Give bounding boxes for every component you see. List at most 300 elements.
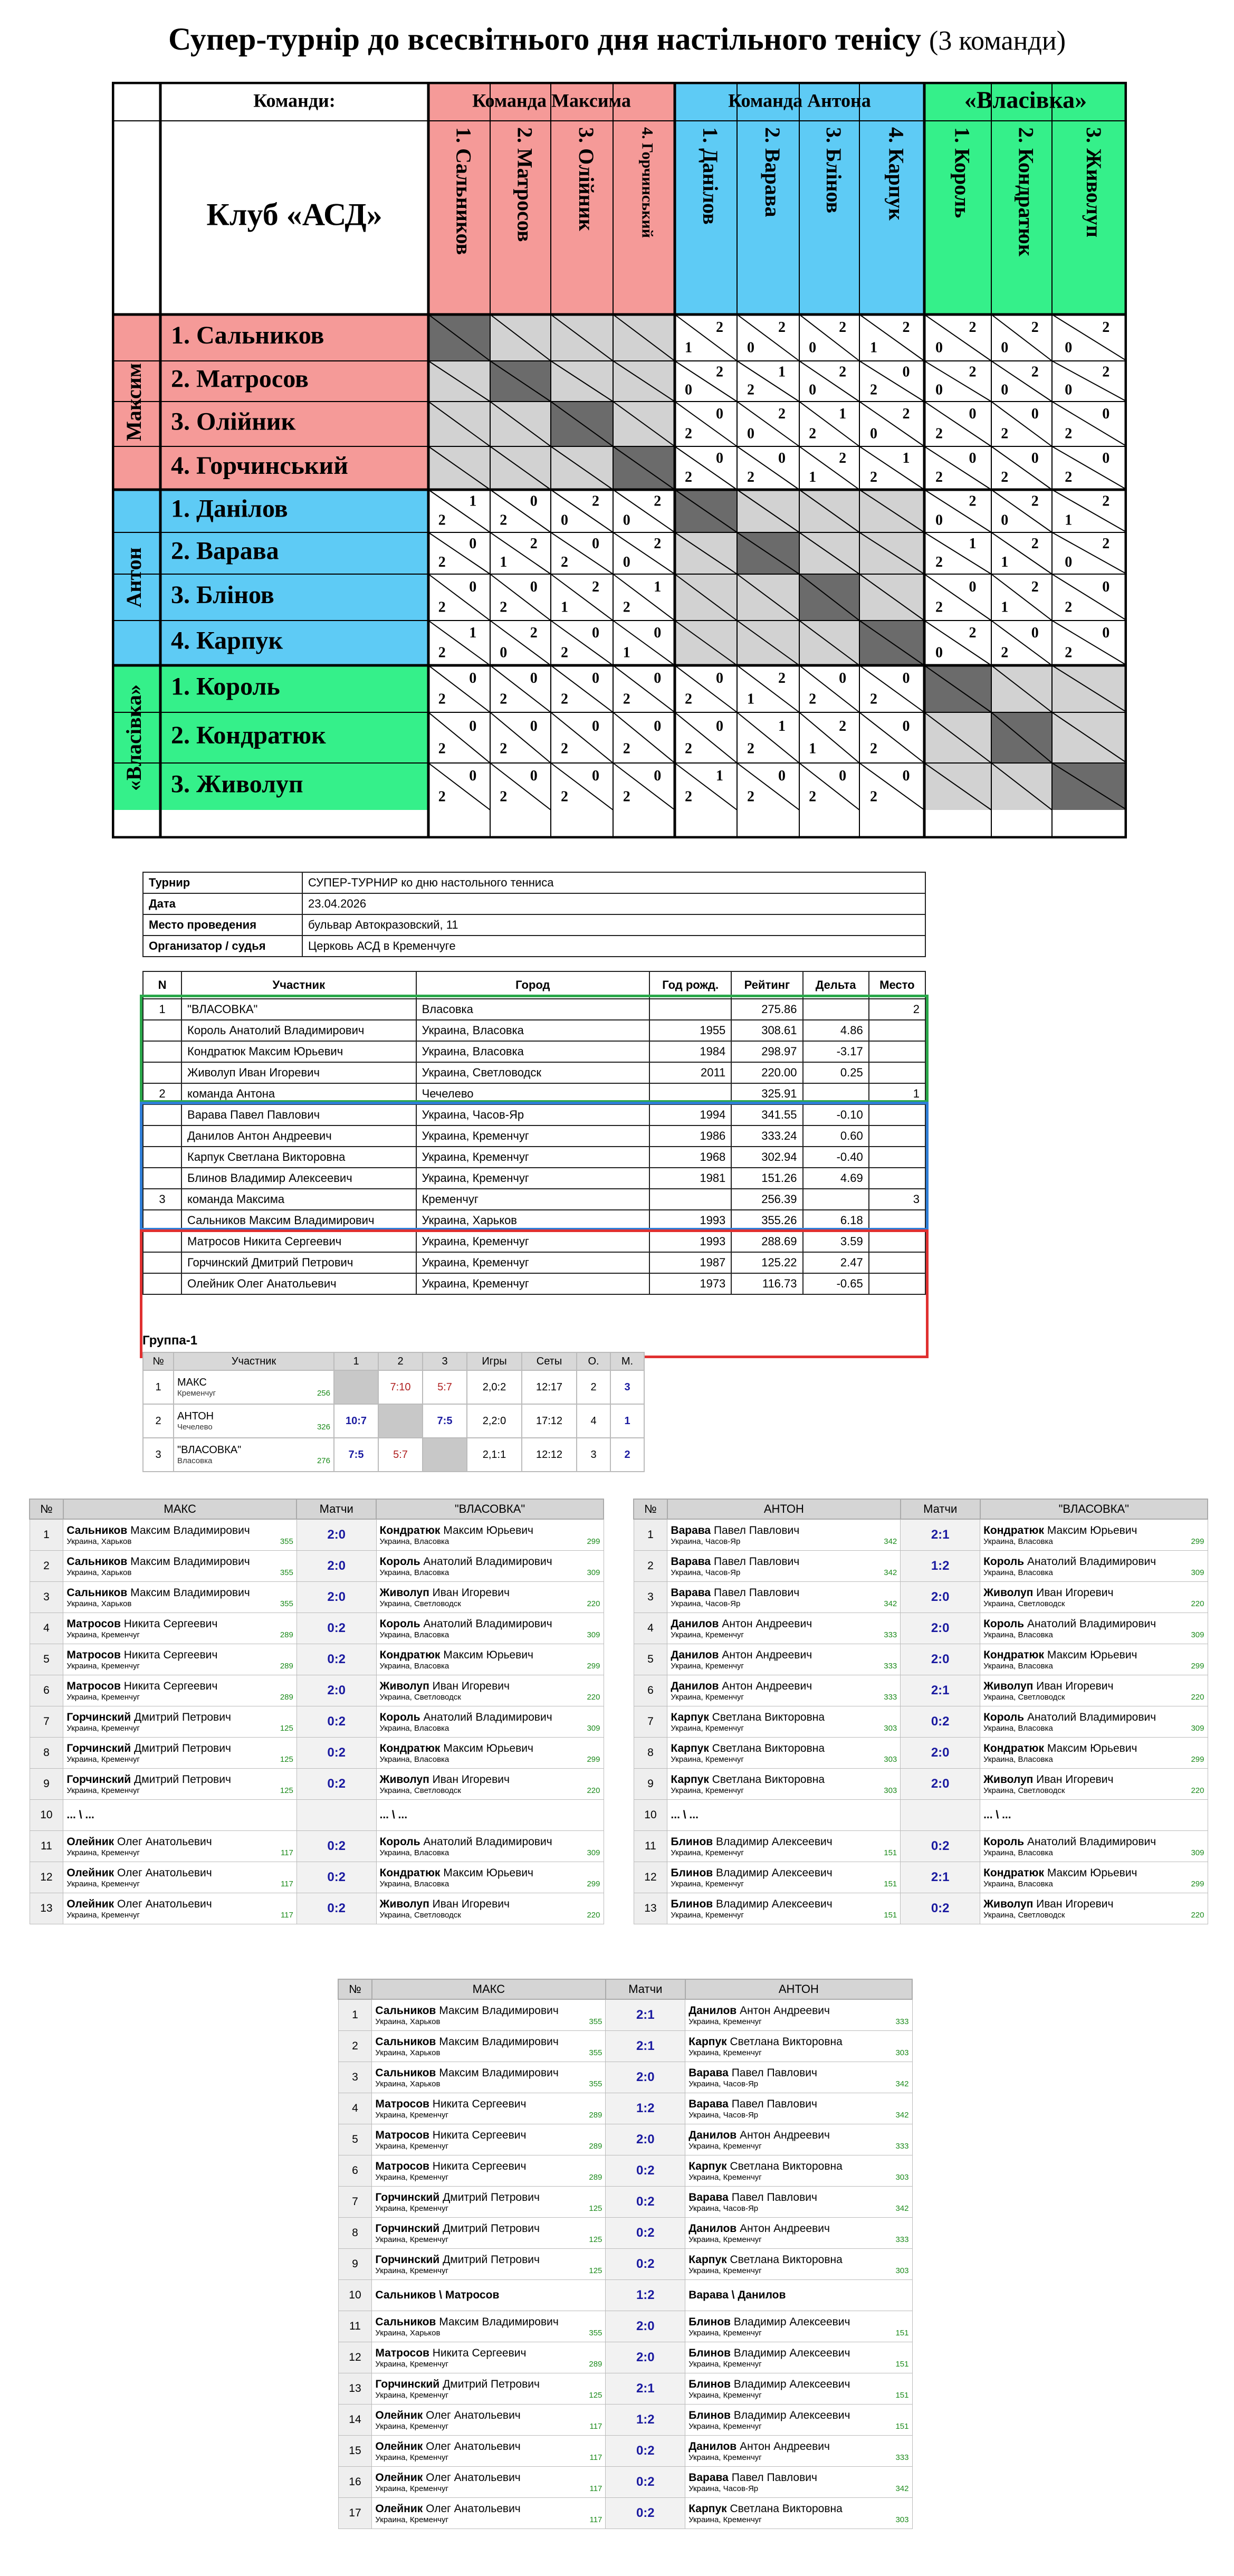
player-given: Максим Юрьевич [443,1866,533,1879]
score-value: 1 [654,578,662,595]
player-rating: 303 [895,2048,909,2057]
participant-cell: 302.94 [731,1147,802,1168]
match-row [634,1769,1208,1800]
match-player [685,2124,912,2155]
player-city: Украина, Кременчуг [671,1848,744,1857]
match-player [685,2373,912,2405]
match-score: 1:2 [606,2280,685,2311]
group-col-header: № [143,1352,174,1370]
participant-cell: Украина, Кременчуг [416,1252,649,1273]
match-player [376,1675,604,1706]
player-given: Максим Юрьевич [1047,1524,1137,1537]
score-value: 0 [530,718,538,735]
match-score: 0:2 [606,2467,685,2498]
match-num: 2 [634,1551,667,1582]
score-value: 0 [591,718,599,735]
match-player [685,2218,912,2249]
player-given: Анатолий Владимирович [1027,1617,1156,1630]
score-value: 2 [530,624,538,641]
match-col-header: № [30,1499,63,1519]
player-given: Антон Андреевич [740,2129,830,2141]
match-player [63,1582,296,1613]
participant-cell: 341.55 [731,1104,802,1125]
team-side-label: Антон [122,547,146,608]
score-value: 2 [438,512,446,529]
player-rating: 299 [587,1661,600,1671]
participants-table [142,971,926,1295]
match-score: 2:0 [901,1738,980,1769]
score-value: 2 [778,319,786,336]
player-rating: 151 [884,1848,897,1857]
player-given: Никита Сергеевич [432,2160,527,2172]
participant-cell: 0.60 [803,1125,869,1147]
team-city: Кременчуг [177,1389,216,1398]
player-surname: Данилов [688,2222,737,2235]
participant-cell: 333.24 [731,1125,802,1147]
score-value: 0 [654,670,662,687]
match-row [30,1551,604,1582]
player-rating: 151 [895,2390,909,2400]
match-num: 1 [338,1999,372,2031]
match-num: 11 [30,1831,63,1862]
player-rating: 117 [589,2515,602,2524]
match-score: 0:2 [296,1831,376,1862]
group-pts: 4 [590,1415,597,1427]
player-city: Украина, Часов-Яр [671,1537,741,1546]
player-rating: 333 [884,1630,897,1639]
player-given: Олег Анатольевич [117,1866,212,1879]
match-num: 5 [338,2124,372,2155]
vertical-player-name: 4. Карпук [884,127,908,221]
player-given: Анатолий Владимирович [1027,1835,1156,1848]
group-place-cell [610,1438,644,1472]
score-value: 0 [469,536,477,552]
participants-col-header: Дельта [803,971,869,999]
score-value: 0 [530,578,538,595]
cross-table-svg [112,82,1127,838]
match-row [338,2093,912,2124]
match-score: 0:2 [606,2187,685,2218]
match-score: 0:2 [296,1613,376,1644]
match-player [667,1893,901,1924]
player-surname: Карпук [671,1742,709,1754]
score-value: 2 [684,425,692,442]
match-col-header: АНТОН [667,1499,901,1519]
player-city: Украина, Кременчуг [375,2453,449,2462]
score-value: 2 [1031,364,1039,380]
player-rating: 303 [895,2266,909,2275]
match-player [372,2124,606,2155]
player-given: Анатолий Владимирович [423,1617,552,1630]
player-surname: Кондратюк [983,1742,1044,1754]
participant-cell: 1 [143,999,181,1020]
player-city: Украина, Часов-Яр [688,2110,759,2120]
match-player [372,2467,606,2498]
player-rating: 333 [895,2141,909,2151]
match-score: 2:0 [901,1582,980,1613]
player-surname: Матросов [375,2346,429,2359]
player-rating: 355 [280,1568,293,1577]
player-rating: 342 [895,2110,909,2120]
player-given: Павел Павлович [731,2191,817,2203]
player-city: Украина, Часов-Яр [671,1568,741,1577]
participant-cell: Украина, Светловодск [416,1062,649,1083]
match-row [338,2467,912,2498]
participant-cell: Олейник Олег Анатольевич [181,1273,416,1294]
player-given: Максим Юрьевич [443,1648,533,1661]
score-value: 0 [1001,381,1009,398]
score-value: 2 [1102,493,1110,510]
match-num: 5 [30,1644,63,1675]
player-city: Украина, Власовка [983,1848,1053,1857]
player-surname: Король [983,1555,1025,1568]
match-player [667,1738,901,1769]
match-num: 3 [634,1582,667,1613]
match-player [685,2498,912,2529]
score-value: 1 [902,450,910,467]
vertical-player-name: 1. Сальников [452,127,476,255]
player-city: Украина, Кременчуг [688,2048,762,2057]
group-col-header: Игры [467,1352,522,1370]
score-value: 0 [935,512,943,529]
match-row [634,1519,1208,1551]
participants-col-header: N [143,971,181,999]
corner-label: Команди: [253,90,336,111]
player-rating: 151 [895,2359,909,2369]
participant-cell [143,1210,181,1231]
match-num: 10 [30,1800,63,1831]
match-score: 0:2 [901,1831,980,1862]
match-score: 2:0 [296,1551,376,1582]
player-city: Украина, Власовка [379,1723,449,1733]
score-value: 0 [1001,339,1009,356]
player-surname: Олейник [375,2471,423,2484]
match-col-header: Матчи [606,1979,685,1999]
group-result: 7:5 [348,1448,364,1461]
match-row [30,1800,604,1831]
score-value: 2 [623,740,630,757]
score-value: 2 [1065,469,1073,486]
match-player [376,1831,604,1862]
player-city: Украина, Кременчуг [375,2484,449,2493]
player-given: Максим Юрьевич [443,1742,533,1754]
match-score: 2:1 [901,1519,980,1551]
participant-cell [143,1104,181,1125]
score-value: 2 [684,691,692,708]
score-value: 0 [469,578,477,595]
player-city: Украина, Светловодск [983,1910,1065,1920]
score-value: 2 [560,644,568,661]
player-city: Украина, Кременчуг [375,2421,449,2431]
score-value: 2 [1001,644,1009,661]
score-value: 2 [715,364,723,380]
player-rating: 125 [280,1754,293,1764]
player-city: Украина, Кременчуг [671,1723,744,1733]
row-player-name: 1. Данілов [171,494,288,523]
match-player [376,1519,604,1551]
participant-row [143,1147,925,1168]
match-player [685,2187,912,2218]
player-given: Максим Владимирович [130,1524,250,1537]
match-score: 2:0 [901,1644,980,1675]
row-player-name: 2. Варава [171,537,279,565]
match-row [634,1800,1208,1831]
player-surname: Варава [688,2191,729,2203]
player-city: Украина, Харьков [375,2079,441,2088]
team-name: Команда Антона [728,90,871,111]
participant-row [143,1020,925,1041]
participants-header [143,971,925,999]
score-value: 2 [438,788,446,805]
player-given: Иван Игоревич [432,1680,510,1692]
participant-cell: 4.69 [803,1168,869,1189]
match-num: 9 [30,1769,63,1800]
player-rating: 333 [884,1692,897,1702]
player-surname: Король [379,1617,420,1630]
participant-cell [869,1231,925,1252]
participant-cell: -0.10 [803,1104,869,1125]
score-value: 0 [715,450,723,467]
player-rating: 355 [589,2079,602,2088]
match-player [980,1675,1208,1706]
player-surname: Варава [671,1586,711,1599]
player-given: Владимир Алексеевич [716,1866,833,1879]
match-row [338,2187,912,2218]
info-row [143,936,925,957]
match-num: 9 [634,1769,667,1800]
score-value: 0 [902,364,910,380]
match-score: 1:2 [901,1551,980,1582]
match-player [980,1644,1208,1675]
participant-cell: 4.86 [803,1020,869,1041]
group-row [143,1404,644,1438]
team-rating: 326 [317,1423,330,1432]
score-value: 0 [969,578,977,595]
score-value: 0 [591,768,599,785]
participant-cell: Украина, Кременчуг [416,1125,649,1147]
match-score: 0:2 [901,1893,980,1924]
player-given: Иван Игоревич [432,1586,510,1599]
group-result-cell [378,1404,423,1438]
player-surname: Сальников [66,1524,128,1537]
group-num: 3 [155,1448,161,1461]
participant-cell: Власовка [416,999,649,1020]
player-given: Олег Анатольевич [426,2440,521,2453]
info-key: Место проведения [143,914,302,936]
player-city: Украина, Кременчуг [688,2359,762,2369]
match-num: 11 [338,2311,372,2342]
match-row [338,2031,912,2062]
score-value: 2 [747,469,754,486]
participant-cell: 288.69 [731,1231,802,1252]
player-surname: Блинов [688,2378,731,2390]
group-num: 2 [155,1415,161,1427]
match-player [667,1551,901,1582]
group-result-cell [423,1404,467,1438]
match-player [376,1800,604,1831]
participant-cell: 151.26 [731,1168,802,1189]
match-num: 3 [30,1582,63,1613]
player-rating: 303 [884,1754,897,1764]
row-player-name: 4. Карпук [171,626,283,655]
participant-cell: 1987 [649,1252,731,1273]
player-rating: 309 [587,1568,600,1577]
player-given: Иван Игоревич [1036,1773,1114,1786]
participant-cell: Кондратюк Максим Юрьевич [181,1041,416,1062]
score-value: 1 [778,718,786,735]
player-given: Дмитрий Петрович [134,1773,231,1786]
player-city: Украина, Кременчуг [688,2515,762,2524]
team-name: "ВЛАСОВКА" [177,1444,242,1456]
match-player [63,1551,296,1582]
match-num: 10 [634,1800,667,1831]
match-player [685,2311,912,2342]
score-value: 2 [591,578,599,595]
player-city: Украина, Кременчуг [688,2266,762,2275]
player-rating: 151 [895,2421,909,2431]
score-value: 0 [469,768,477,785]
player-surname: ... \ ... [66,1809,94,1821]
player-rating: 309 [1191,1568,1204,1577]
match-num: 7 [634,1706,667,1738]
score-value: 0 [935,339,943,356]
vertical-player-name: 3. Живолуп [1082,127,1106,237]
player-rating: 220 [1191,1910,1204,1920]
score-value: 0 [715,718,723,735]
match-row [338,2155,912,2187]
match-num: 13 [338,2373,372,2405]
player-city: Украина, Светловодск [983,1599,1065,1608]
score-value: 0 [902,670,910,687]
participant-cell: 256.39 [731,1189,802,1210]
match-score: 0:2 [296,1738,376,1769]
participant-cell: Украина, Кременчуг [416,1273,649,1294]
score-value: 2 [935,425,943,442]
score-value: 2 [969,319,977,336]
participant-cell [869,1210,925,1231]
match-num: 13 [30,1893,63,1924]
participant-cell: 2.47 [803,1252,869,1273]
score-value: 2 [715,319,723,336]
group-num-cell [143,1404,174,1438]
info-value: Церковь АСД в Кременчуге [302,936,925,957]
match-num: 6 [634,1675,667,1706]
match-row [30,1738,604,1769]
player-city: Украина, Кременчуг [688,2017,762,2026]
score-value: 0 [839,768,847,785]
participant-cell: Король Анатолий Владимирович [181,1020,416,1041]
group-result-cell [423,1370,467,1404]
player-surname: Король [983,1835,1025,1848]
player-city: Украина, Часов-Яр [671,1599,741,1608]
match-score: 0:2 [606,2155,685,2187]
match-player [980,1800,1208,1831]
group-team-cell [174,1438,334,1472]
match-player [372,2093,606,2124]
team-city: Власовка [177,1456,213,1465]
group-row [143,1370,644,1404]
participant-cell [649,1189,731,1210]
score-value: 2 [839,450,847,467]
player-surname: Горчинский [66,1773,131,1786]
match-player [63,1675,296,1706]
match-row [338,2373,912,2405]
score-value: 1 [715,768,723,785]
player-surname: Сальников [375,2315,436,2328]
player-rating: 151 [884,1879,897,1888]
score-value: 0 [715,405,723,422]
player-city: Украина, Кременчуг [375,2266,449,2275]
player-given: Светлана Викторовна [712,1773,825,1786]
score-value: 2 [747,381,754,398]
player-surname: Сальников [66,1586,128,1599]
participant-cell [143,1252,181,1273]
player-city: Украина, Кременчуг [66,1630,140,1639]
participant-cell [869,1041,925,1062]
participant-row [143,1189,925,1210]
player-given: Анатолий Владимирович [423,1555,552,1568]
score-value: 0 [1031,450,1039,467]
player-given: Светлана Викторовна [712,1711,825,1723]
match-row [30,1644,604,1675]
participant-cell: 3 [869,1189,925,1210]
participant-cell: Кременчуг [416,1189,649,1210]
participant-row [143,1231,925,1252]
player-surname: Король [983,1711,1025,1723]
player-rating: 289 [280,1661,293,1671]
player-surname: Олейник [375,2440,423,2453]
score-value: 0 [902,718,910,735]
participant-cell: Варава Павел Павлович [181,1104,416,1125]
score-value: 0 [1031,405,1039,422]
player-surname: Блинов [671,1866,713,1879]
player-given: Иван Игоревич [1036,1897,1114,1910]
match-score: 0:2 [296,1644,376,1675]
participants-col-header: Год рожд. [649,971,731,999]
match-num: 11 [634,1831,667,1862]
player-given: Владимир Алексеевич [733,2346,850,2359]
player-rating: 333 [895,2453,909,2462]
participant-row [143,1083,925,1104]
match-num: 2 [30,1551,63,1582]
player-city: Украина, Часов-Яр [688,2203,759,2213]
score-value: 1 [1001,554,1009,570]
score-value: 2 [438,599,446,616]
match-player [685,2249,912,2280]
group-place-cell [610,1404,644,1438]
group-games: 2,2:0 [482,1415,506,1427]
match-row [634,1738,1208,1769]
player-rating: 151 [884,1910,897,1920]
match-row [634,1551,1208,1582]
match-score: 0:2 [296,1706,376,1738]
match-player [376,1613,604,1644]
player-given: Анатолий Владимирович [423,1835,552,1848]
match-player [980,1769,1208,1800]
player-rating: 289 [280,1630,293,1639]
participant-cell: 1984 [649,1041,731,1062]
score-value: 2 [1031,578,1039,595]
score-value: 2 [778,670,786,687]
player-given: Олег Анатольевич [426,2409,521,2421]
player-given: Светлана Викторовна [730,2035,843,2048]
player-surname: Матросов [66,1680,121,1692]
match-row [30,1769,604,1800]
participant-row [143,1041,925,1062]
info-value: бульвар Автокразовский, 11 [302,914,925,936]
match-player [685,2093,912,2124]
match-score: 0:2 [606,2249,685,2280]
